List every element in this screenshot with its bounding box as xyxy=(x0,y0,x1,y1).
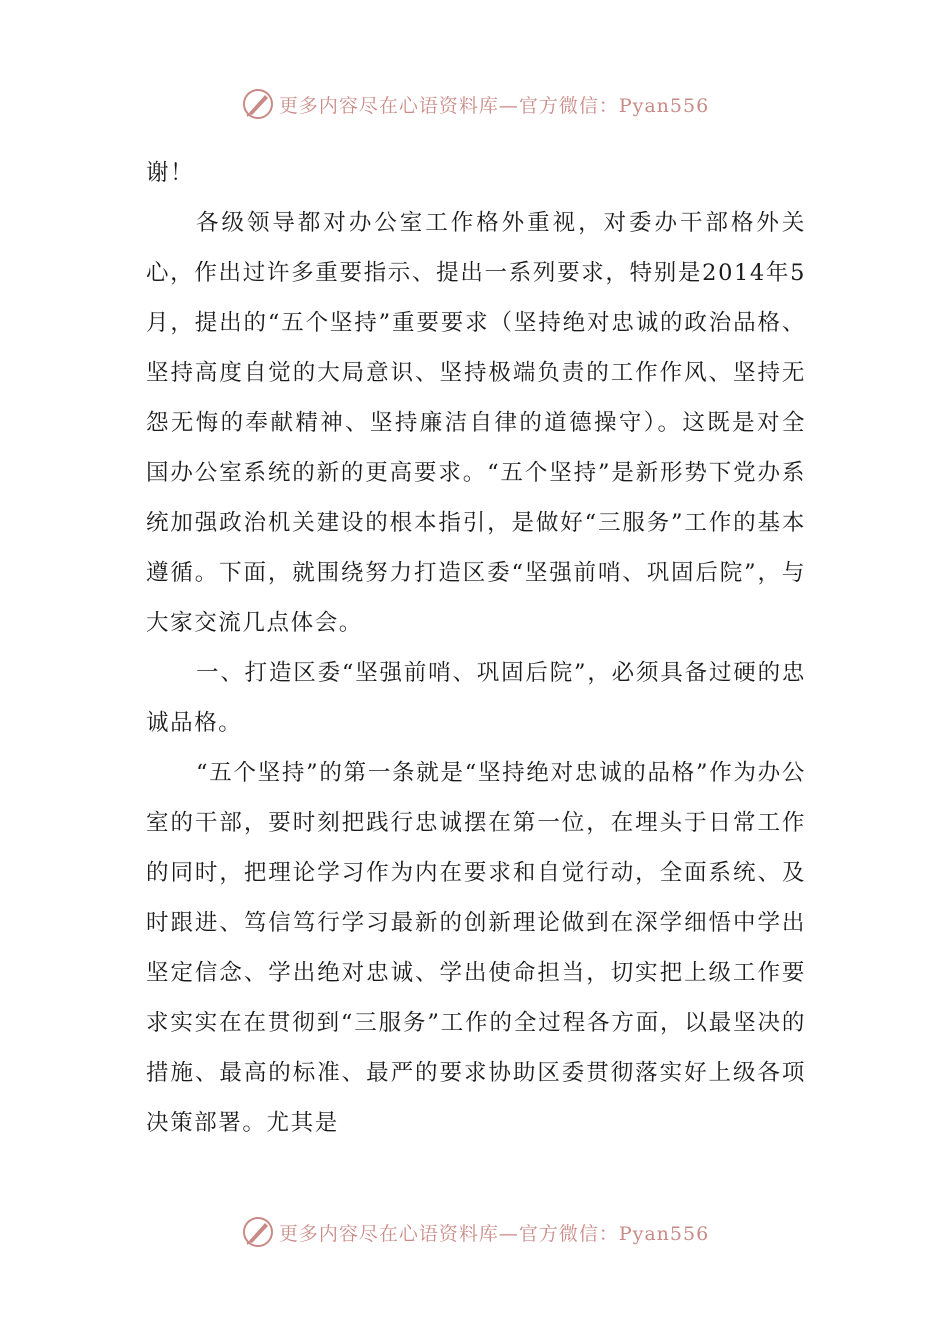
document-body xyxy=(146,148,806,1148)
paragraph-continuation: 谢！ xyxy=(146,160,195,186)
bottom-watermark-banner xyxy=(0,1212,950,1252)
top-watermark-banner xyxy=(0,84,950,124)
paragraph-intro: 各级领导都对办公室工作格外重视，对委办干部格外关心，作出过许多重要指示、提出一系列要求，特别是2014年5月，提出的“五个坚持”重要要求（坚持绝对忠诚的政治品格、坚持高度自觉的大局意识、坚持极端负责的工作作风、坚持无怨无悔的奉献精神、坚持廉洁自律的道德操守）。这既是对全国办公室系统的新的更高要求。“五个坚持”是新形势下党办系统加强政治机关建设的根本指引，是做好“三服务”工作的基本遵循。下面，就围绕努力打造区委“坚强前哨、巩固后院”，与大家交流几点体会。 xyxy=(146,210,806,636)
quill-logo-icon xyxy=(241,1215,275,1249)
section-heading-one: 一、打造区委“坚强前哨、巩固后院”，必须具备过硬的忠诚品格。 xyxy=(146,660,806,736)
quill-logo-icon xyxy=(241,87,275,121)
bottom-watermark-text: 更多内容尽在心语资料库—官方微信：Pyan556 xyxy=(278,1222,710,1245)
paragraph-section-one: “五个坚持”的第一条就是“坚持绝对忠诚的品格”作为办公室的干部，要时刻把践行忠诚摆在第一位，在埋头于日常工作的同时，把理论学习作为内在要求和自觉行动，全面系统、及时跟进、笃信笃行学习最新的创新理论做到在深学细悟中学出坚定信念、学出绝对忠诚、学出使命担当，切实把上级工作要求实实在在贯彻到“三服务”工作的全过程各方面，以最坚决的措施、最高的标准、最严的要求协助区委贯彻落实好上级各项决策部署。尤其是 xyxy=(146,760,806,1136)
top-watermark-text: 更多内容尽在心语资料库—官方微信：Pyan556 xyxy=(278,94,710,117)
